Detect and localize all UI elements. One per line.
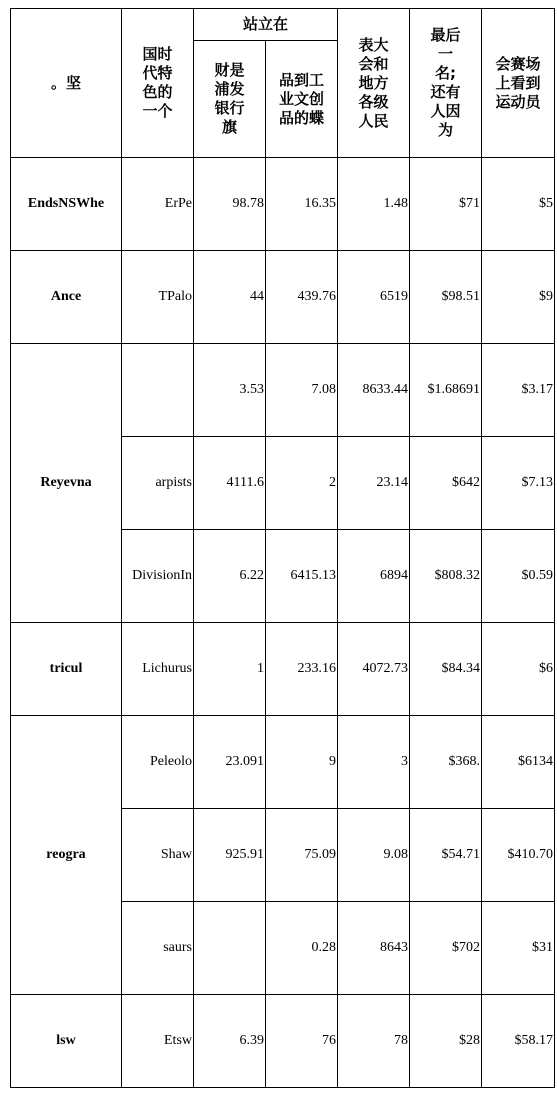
value-cell: 76 bbox=[266, 995, 338, 1088]
column-header-2: 品到工业文创品的蝶 bbox=[266, 41, 338, 158]
value-cell: $3.17 bbox=[482, 344, 555, 437]
sub-label: Etsw bbox=[122, 995, 194, 1088]
value-cell: 9.08 bbox=[338, 809, 410, 902]
value-cell: $410.70 bbox=[482, 809, 555, 902]
value-cell: 4072.73 bbox=[338, 623, 410, 716]
value-cell: 1.48 bbox=[338, 158, 410, 251]
group-label: reogra bbox=[11, 716, 122, 995]
value-cell: 233.16 bbox=[266, 623, 338, 716]
value-cell: 4111.6 bbox=[194, 437, 266, 530]
table-row bbox=[11, 716, 555, 809]
value-cell: 0.28 bbox=[266, 902, 338, 995]
table-row bbox=[11, 995, 555, 1088]
value-cell: 1 bbox=[194, 623, 266, 716]
value-cell: 23.091 bbox=[194, 716, 266, 809]
group-header: 站立在 bbox=[194, 9, 338, 41]
value-cell: 7.08 bbox=[266, 344, 338, 437]
value-cell: $808.32 bbox=[410, 530, 482, 623]
value-cell: $84.34 bbox=[410, 623, 482, 716]
value-cell: 9 bbox=[266, 716, 338, 809]
value-cell: 3 bbox=[338, 716, 410, 809]
value-cell: 16.35 bbox=[266, 158, 338, 251]
data-table bbox=[10, 8, 555, 1088]
value-cell: $368. bbox=[410, 716, 482, 809]
value-cell: 23.14 bbox=[338, 437, 410, 530]
value-cell: $0.59 bbox=[482, 530, 555, 623]
group-label: Ance bbox=[11, 251, 122, 344]
value-cell: $54.71 bbox=[410, 809, 482, 902]
sub-label: arpists bbox=[122, 437, 194, 530]
value-cell: 8643 bbox=[338, 902, 410, 995]
value-cell: 6894 bbox=[338, 530, 410, 623]
value-cell: $71 bbox=[410, 158, 482, 251]
value-cell: $7.13 bbox=[482, 437, 555, 530]
value-cell: $31 bbox=[482, 902, 555, 995]
value-cell: 6.22 bbox=[194, 530, 266, 623]
sub-category-header: 国时代特色的一个 bbox=[122, 9, 194, 158]
value-cell: $98.51 bbox=[410, 251, 482, 344]
sub-label: Shaw bbox=[122, 809, 194, 902]
group-label: lsw bbox=[11, 995, 122, 1088]
column-header-4: 最后一名;还有人因为 bbox=[410, 9, 482, 158]
table-row bbox=[11, 158, 555, 251]
sub-label: DivisionIn bbox=[122, 530, 194, 623]
sub-label: saurs bbox=[122, 902, 194, 995]
column-header-3: 表大会和地方各级人民 bbox=[338, 9, 410, 158]
value-cell: 8633.44 bbox=[338, 344, 410, 437]
sub-label: Peleolo bbox=[122, 716, 194, 809]
table-header bbox=[11, 9, 555, 158]
sub-label: TPalo bbox=[122, 251, 194, 344]
sub-label: Lichurus bbox=[122, 623, 194, 716]
value-cell: 6.39 bbox=[194, 995, 266, 1088]
value-cell: 6519 bbox=[338, 251, 410, 344]
sub-label: ErPe bbox=[122, 158, 194, 251]
value-cell: 2 bbox=[266, 437, 338, 530]
value-cell: 925.91 bbox=[194, 809, 266, 902]
table-row bbox=[11, 251, 555, 344]
sub-label bbox=[122, 344, 194, 437]
value-cell: 78 bbox=[338, 995, 410, 1088]
value-cell: $9 bbox=[482, 251, 555, 344]
value-cell: $6 bbox=[482, 623, 555, 716]
value-cell bbox=[194, 902, 266, 995]
value-cell: $1.68691 bbox=[410, 344, 482, 437]
table-body bbox=[11, 158, 555, 1088]
group-label: tricul bbox=[11, 623, 122, 716]
value-cell: $58.17 bbox=[482, 995, 555, 1088]
column-header-5: 会赛场上看到运动员 bbox=[482, 9, 555, 158]
value-cell: $702 bbox=[410, 902, 482, 995]
value-cell: 44 bbox=[194, 251, 266, 344]
value-cell: $642 bbox=[410, 437, 482, 530]
column-header-1: 财是浦发银行旗 bbox=[194, 41, 266, 158]
value-cell: 6415.13 bbox=[266, 530, 338, 623]
group-label: EndsNSWhe bbox=[11, 158, 122, 251]
value-cell: $28 bbox=[410, 995, 482, 1088]
table-row bbox=[11, 623, 555, 716]
group-label: Reyevna bbox=[11, 344, 122, 623]
value-cell: 439.76 bbox=[266, 251, 338, 344]
value-cell: 75.09 bbox=[266, 809, 338, 902]
value-cell: $6134 bbox=[482, 716, 555, 809]
value-cell: $5 bbox=[482, 158, 555, 251]
value-cell: 3.53 bbox=[194, 344, 266, 437]
table-row bbox=[11, 344, 555, 437]
value-cell: 98.78 bbox=[194, 158, 266, 251]
corner-header: 。坚 bbox=[11, 9, 122, 158]
